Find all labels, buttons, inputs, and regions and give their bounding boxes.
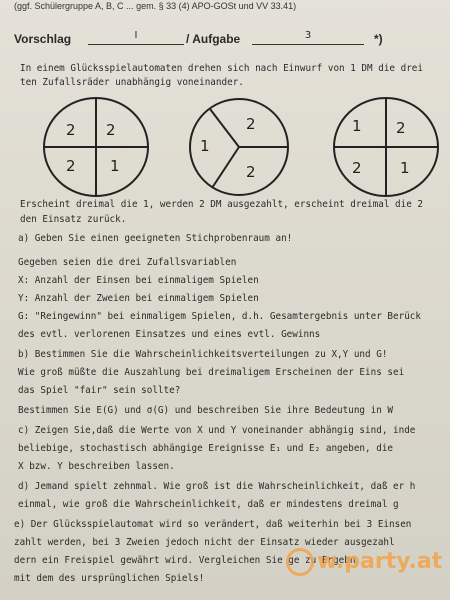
wheel-label: 2 — [66, 121, 76, 139]
aufgabe-value: 3 — [252, 30, 364, 45]
task-d: d) Jemand spielt zehnmal. Wie groß ist die Wahrscheinlichkeit, daß er h — [18, 481, 416, 492]
task-e: e) Der Glücksspielautomat wird so verändert, daß weiterhin bei 3 Einsen — [14, 519, 412, 530]
regulation-header: (ggf. Schülergruppe A, B, C ... gem. § 33 (4) APO-GOSt und VV 33.41) — [14, 1, 297, 11]
task-c: c) Zeigen Sie,daß die Werte von X und Y voneinander abhängig sind, inde — [18, 425, 416, 436]
text-line: Bestimmen Sie E(G) und σ(G) und beschreiben Sie ihre Bedeutung in W — [18, 405, 394, 416]
wheel-label: 2 — [396, 119, 406, 137]
variable-y: Y: Anzahl der Zweien bei einmaligem Spielen — [18, 293, 259, 304]
vorschlag-aufgabe-row — [14, 30, 444, 48]
text-line: X bzw. Y beschreiben lassen. — [18, 461, 175, 472]
watermark-logo-icon — [286, 548, 314, 576]
text-line: beliebige, stochastisch abhängige Ereignisse E₁ und E₂ angeben, die — [18, 443, 394, 454]
wheel-label: 2 — [246, 115, 256, 133]
wheel-label: 2 — [66, 157, 76, 175]
wheel-label: 1 — [352, 117, 362, 135]
wheel-label: 2 — [106, 121, 116, 139]
intro-line: In einem Glücksspielautomaten drehen sich nach Einwurf von 1 DM die drei — [20, 63, 423, 74]
text-line: Gegeben seien die drei Zufallsvariablen — [18, 257, 237, 268]
text-line: mit dem des ursprünglichen Spiels! — [14, 573, 205, 584]
text-line: einmal, wie groß die Wahrscheinlichkeit, daß er mindestens dreimal g — [18, 499, 399, 510]
task-a: a) Geben Sie einen geeigneten Stichprobenraum an! — [18, 233, 293, 244]
variable-g: G: "Reingewinn" bei einmaligem Spielen, d.h. Gesamtergebnis unter Berück — [18, 311, 421, 322]
footnote-mark: *) — [374, 32, 383, 46]
text-line: zahlt werden, bei 3 Zweien jedoch nicht der Einsatz wieder ausgezahl — [14, 537, 395, 548]
wheel-3 — [330, 95, 442, 203]
wheel-label: 1 — [400, 159, 410, 177]
wheel-label: 1 — [200, 137, 210, 155]
wheel-1 — [40, 95, 152, 203]
rule-line: Erscheint dreimal die 1, werden 2 DM ausgezahlt, erscheint dreimal die 2 — [20, 199, 423, 210]
text-line: Wie groß müßte die Auszahlung bei dreimaligem Erscheinen der Eins sei — [18, 367, 405, 378]
text-line: das Spiel "fair" sein sollte? — [18, 385, 181, 396]
wheel-label: 2 — [246, 163, 256, 181]
vorschlag-value: I — [88, 30, 184, 45]
variable-x: X: Anzahl der Einsen bei einmaligem Spielen — [18, 275, 259, 286]
watermark-text: w.party.at — [317, 549, 443, 574]
intro-line: ten Zufallsräder unabhängig voneinander. — [20, 77, 244, 88]
vorschlag-label: Vorschlag — [14, 32, 72, 46]
wheel-2 — [186, 95, 292, 203]
aufgabe-label: / Aufgabe — [186, 32, 241, 46]
wheel-label: 1 — [110, 157, 120, 175]
site-watermark — [286, 548, 442, 576]
text-line: des evtl. verlorenen Einsatzes und eines evtl. Gewinns — [18, 329, 321, 340]
text-line: dern ein Freispiel gewährt wird. Vergleichen Sie ge zu Ergebn — [14, 555, 356, 566]
wheel-label: 2 — [352, 159, 362, 177]
task-b: b) Bestimmen Sie die Wahrscheinlichkeitsverteilungen zu X,Y und G! — [18, 349, 388, 360]
rule-line: den Einsatz zurück. — [20, 214, 127, 225]
